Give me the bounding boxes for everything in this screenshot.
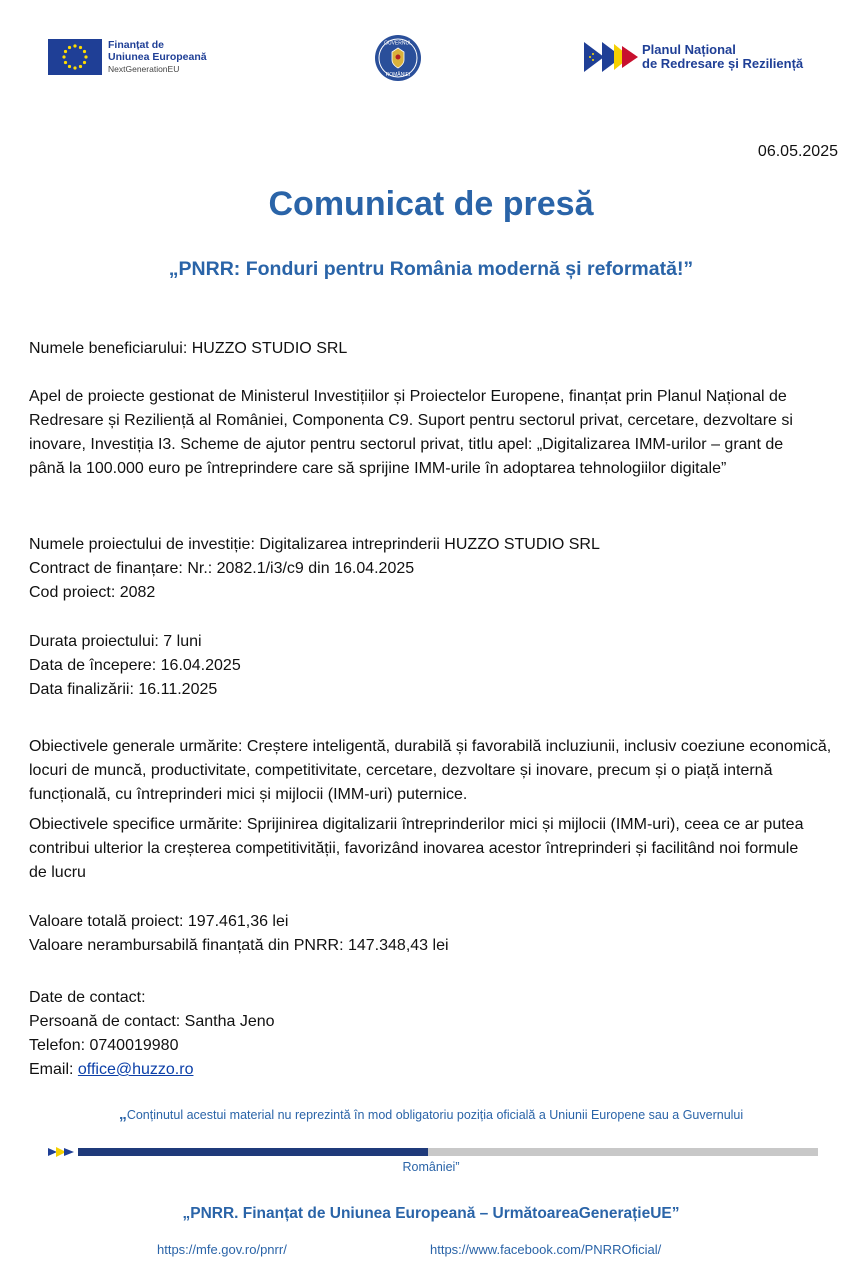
disclaimer-line2: României” bbox=[402, 1160, 460, 1174]
project-name: Numele proiectului de investiție: Digitalizarea intreprinderii HUZZO STUDIO SRL bbox=[29, 536, 600, 553]
total-value: Valoare totală proiect: 197.461,36 lei bbox=[29, 913, 289, 930]
financing-contract: Contract de finanțare: Nr.: 2082.1/i3/c9 din 16.04.2025 bbox=[29, 560, 415, 577]
email-label: Email: bbox=[29, 1061, 78, 1078]
press-release-date: 06.05.2025 bbox=[757, 143, 838, 160]
contact-phone: Telefon: 0740019980 bbox=[29, 1037, 179, 1054]
footer-divider-bar bbox=[48, 1146, 818, 1157]
eu-logo-line3: NextGenerationEU bbox=[108, 64, 180, 74]
call-description: Apel de proiecte gestionat de Ministerul Investițiilor și Proiectelor Europene, finanțat prin Planul Național de Redresare și Reziliență al României, Componenta C9. Suport pentru sectorul privat, cercetare, dezvoltare si inovare, Investiția I3. Scheme de ajutor pentru sectorul privat, titlu apel: „Digitalizarea IMM-urilor – grant de până la 100.000 euro pe întreprindere care să sprijine IMM-urile în adoptarea tehnologiilor digitale” bbox=[29, 388, 793, 477]
svg-text:ROMÂNIEI: ROMÂNIEI bbox=[385, 72, 411, 78]
footer-slogan: „PNRR. Finanțat de Uniunea Europeană – UrmătoareaGenerațieUE” bbox=[182, 1205, 680, 1222]
contact-heading: Date de contact: bbox=[29, 989, 146, 1006]
romanian-government-seal-icon bbox=[374, 34, 422, 82]
page-title: Comunicat de presă bbox=[268, 185, 594, 223]
start-date: Data de începere: 16.04.2025 bbox=[29, 657, 241, 674]
eu-funding-logo bbox=[48, 39, 207, 75]
svg-text:GUVERNUL: GUVERNUL bbox=[384, 40, 412, 47]
disclaimer bbox=[0, 1106, 862, 1124]
nonrefundable-value: Valoare nerambursabilă finanțată din PNRR: 147.348,43 lei bbox=[29, 937, 449, 954]
specific-objectives: Obiectivele specifice urmărite: Sprijinirea digitalizarii întreprinderilor mici și mijlocii (IMM-uri), ceea ce ar putea contribui ulterior la creșterea competitivității, favorizând inovarea acestor întreprinderi și facilitând noi formule de lucru bbox=[29, 816, 804, 881]
disclaimer-open-quote: „ bbox=[118, 1106, 127, 1123]
contact-email-line bbox=[29, 1058, 841, 1082]
project-duration: Durata proiectului: 7 luni bbox=[29, 633, 202, 650]
page-subtitle: „PNRR: Fonduri pentru România modernă și reformată!” bbox=[168, 258, 694, 280]
footer-link-mfe[interactable]: https://mfe.gov.ro/pnrr/ bbox=[157, 1242, 287, 1257]
eu-logo-line2: Uniunea Europeană bbox=[108, 51, 207, 63]
project-code: Cod proiect: 2082 bbox=[29, 584, 156, 601]
disclaimer-line1: Conținutul acestui material nu reprezintă în mod obligatoriu poziția oficială a Uniunii Europene sau a Guvernului bbox=[126, 1108, 744, 1122]
eu-flag-icon bbox=[48, 39, 102, 75]
pnrr-flag-arrow-icon bbox=[584, 42, 638, 72]
contact-person: Persoană de contact: Santha Jeno bbox=[29, 1013, 275, 1030]
eu-logo-line1: Finanțat de bbox=[108, 39, 165, 51]
footer-link-facebook[interactable]: https://www.facebook.com/PNRROficial/ bbox=[430, 1242, 662, 1257]
general-objectives: Obiectivele generale urmărite: Creștere inteligentă, durabilă și favorabilă incluziunii, inclusiv coeziune economică, locuri de muncă, productivitate, competitivitate, cercetare, dezvoltare și inovare, precum și o piață internă funcțională, cu întreprinderi mici și mijlocii (IMM-uri) puternice. bbox=[29, 738, 832, 803]
beneficiary-name: Numele beneficiarului: HUZZO STUDIO SRL bbox=[29, 340, 348, 357]
pnrr-logo-line2: de Redresare și Reziliență bbox=[642, 56, 804, 71]
end-date: Data finalizării: 16.11.2025 bbox=[29, 681, 218, 698]
email-link[interactable]: office@huzzo.ro bbox=[77, 1061, 194, 1078]
pnrr-logo bbox=[584, 42, 803, 72]
footer-arrow-icon bbox=[48, 1146, 78, 1157]
pnrr-logo-line1: Planul Național bbox=[642, 42, 736, 57]
